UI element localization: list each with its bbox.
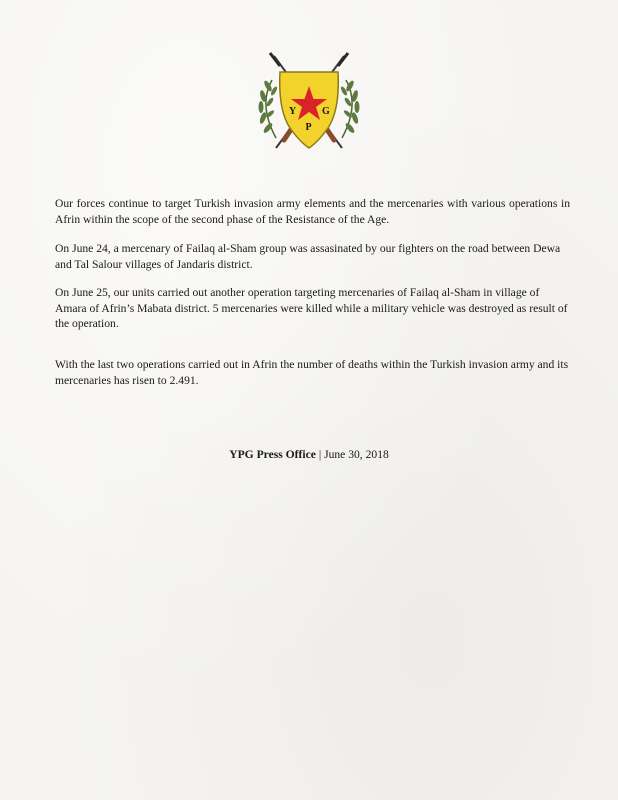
paragraph-june-24: On June 24, a mercenary of Failaq al-Sham group was assasinated by our fighters on the road between Dewa and Tal Salour villages of Jandaris district. bbox=[55, 242, 561, 271]
signature-line bbox=[0, 447, 618, 462]
paragraph-june-25: On June 25, our units carried out another operation targeting mercenaries of Failaq al-Sham in village of Amara of Afrin’s Mabata district. 5 mercenaries were killed while a military vehicle was destroyed as result of the operation. bbox=[55, 286, 568, 330]
emblem-letter-y: Y bbox=[289, 106, 297, 117]
emblem-letter-g: G bbox=[322, 106, 330, 117]
paragraph-intro: Our forces continue to target Turkish invasion army elements and the mercenaries with various operations in Afrin within the scope of the second phase of the Resistance of the Age. bbox=[55, 197, 570, 226]
signature-separator: | bbox=[318, 448, 322, 461]
emblem-letter-p: P bbox=[305, 122, 312, 133]
laurel-left-icon bbox=[259, 80, 279, 138]
paragraph-summary: With the last two operations carried out in Afrin the number of deaths within the Turkish invasion army and its mercenaries has risen to 2.491. bbox=[55, 358, 569, 387]
ypg-emblem-logo bbox=[250, 50, 368, 156]
press-office-name: YPG Press Office bbox=[229, 448, 316, 461]
release-date: June 30, 2018 bbox=[324, 448, 389, 461]
laurel-right-icon bbox=[340, 80, 360, 138]
